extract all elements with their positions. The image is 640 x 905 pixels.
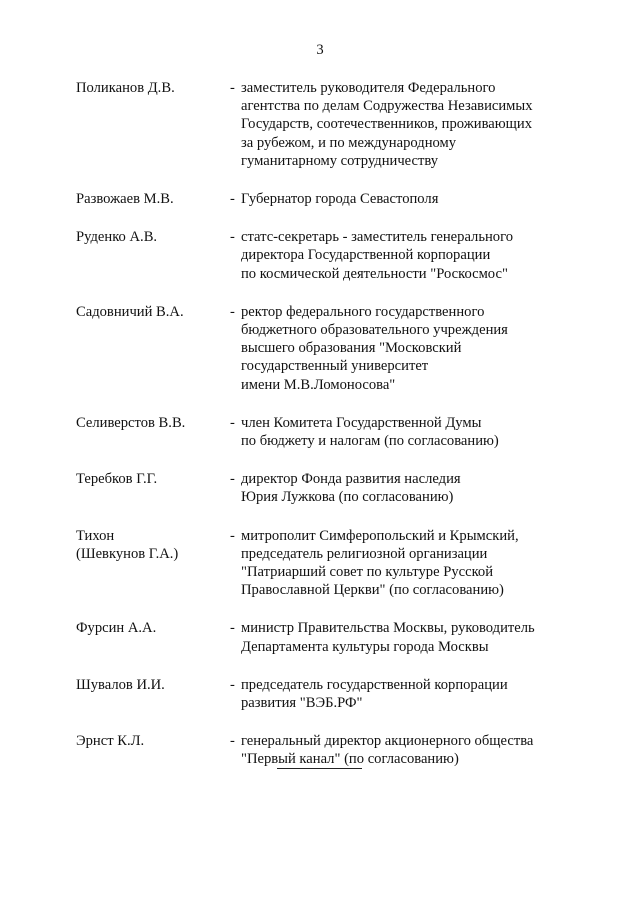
separator-dash: -	[230, 733, 235, 750]
member-name: Поликанов Д.В.	[76, 80, 175, 96]
separator-dash: -	[230, 191, 235, 208]
member-name: Тихон (Шевкунов Г.А.)	[76, 527, 179, 562]
member-list	[76, 79, 566, 789]
list-item	[76, 527, 566, 600]
list-item	[76, 79, 566, 170]
separator-dash: -	[230, 527, 235, 544]
member-name: Селиверстов В.В.	[76, 414, 186, 431]
list-item	[76, 470, 566, 506]
member-name: Руденко А.В.	[76, 229, 158, 246]
member-position: директор Фонда развития наследия Юрия Лужкова (по согласованию)	[241, 471, 461, 506]
member-position: статс-секретарь - заместитель генерального директора Государственной корпорации по космической деятельности "Роскосмос"	[241, 229, 514, 282]
member-position: министр Правительства Москвы, руководитель Департамента культуры города Москвы	[241, 620, 535, 655]
member-position: заместитель руководителя Федерального агентства по делам Содружества Независимых Государств, соотечественников, проживающих за рубежом, и по международному гуманитарному сотрудничеству	[241, 80, 533, 169]
separator-dash: -	[230, 620, 235, 637]
list-item	[76, 732, 566, 768]
closing-divider	[277, 768, 362, 769]
list-item	[76, 303, 566, 394]
list-item	[76, 676, 566, 712]
separator-dash: -	[230, 303, 235, 320]
member-position: генеральный директор акционерного общества "Первый канал" (по согласованию)	[241, 733, 534, 768]
member-name: Эрнст К.Л.	[76, 733, 145, 750]
separator-dash: -	[230, 229, 235, 246]
member-name: Фурсин А.А.	[76, 620, 157, 637]
list-item	[76, 414, 566, 450]
member-position: ректор федерального государственного бюджетного образовательного учреждения высшего образования "Московский государственный университет имени М.В.Ломоносова"	[241, 303, 508, 393]
list-item	[76, 619, 566, 655]
list-item	[76, 190, 566, 208]
member-name: Садовничий В.А.	[76, 303, 184, 320]
separator-dash: -	[230, 414, 235, 431]
separator-dash: -	[230, 80, 235, 96]
member-position: член Комитета Государственной Думы по бюджету и налогам (по согласованию)	[241, 414, 499, 450]
page-number: 3	[316, 42, 324, 58]
member-name: Шувалов И.И.	[76, 676, 165, 693]
separator-dash: -	[230, 676, 235, 693]
list-item	[76, 228, 566, 283]
member-position: Губернатор города Севастополя	[241, 191, 439, 208]
member-name: Теребков Г.Г.	[76, 471, 158, 488]
member-position: митрополит Симферопольский и Крымский, председатель религиозной организации "Патриарший совет по культуре Русской Православной Церкви" (по согласованию)	[241, 527, 519, 599]
member-position: председатель государственной корпорации развития "ВЭБ.РФ"	[241, 676, 508, 712]
member-name: Развожаев М.В.	[76, 191, 174, 208]
separator-dash: -	[230, 471, 235, 488]
